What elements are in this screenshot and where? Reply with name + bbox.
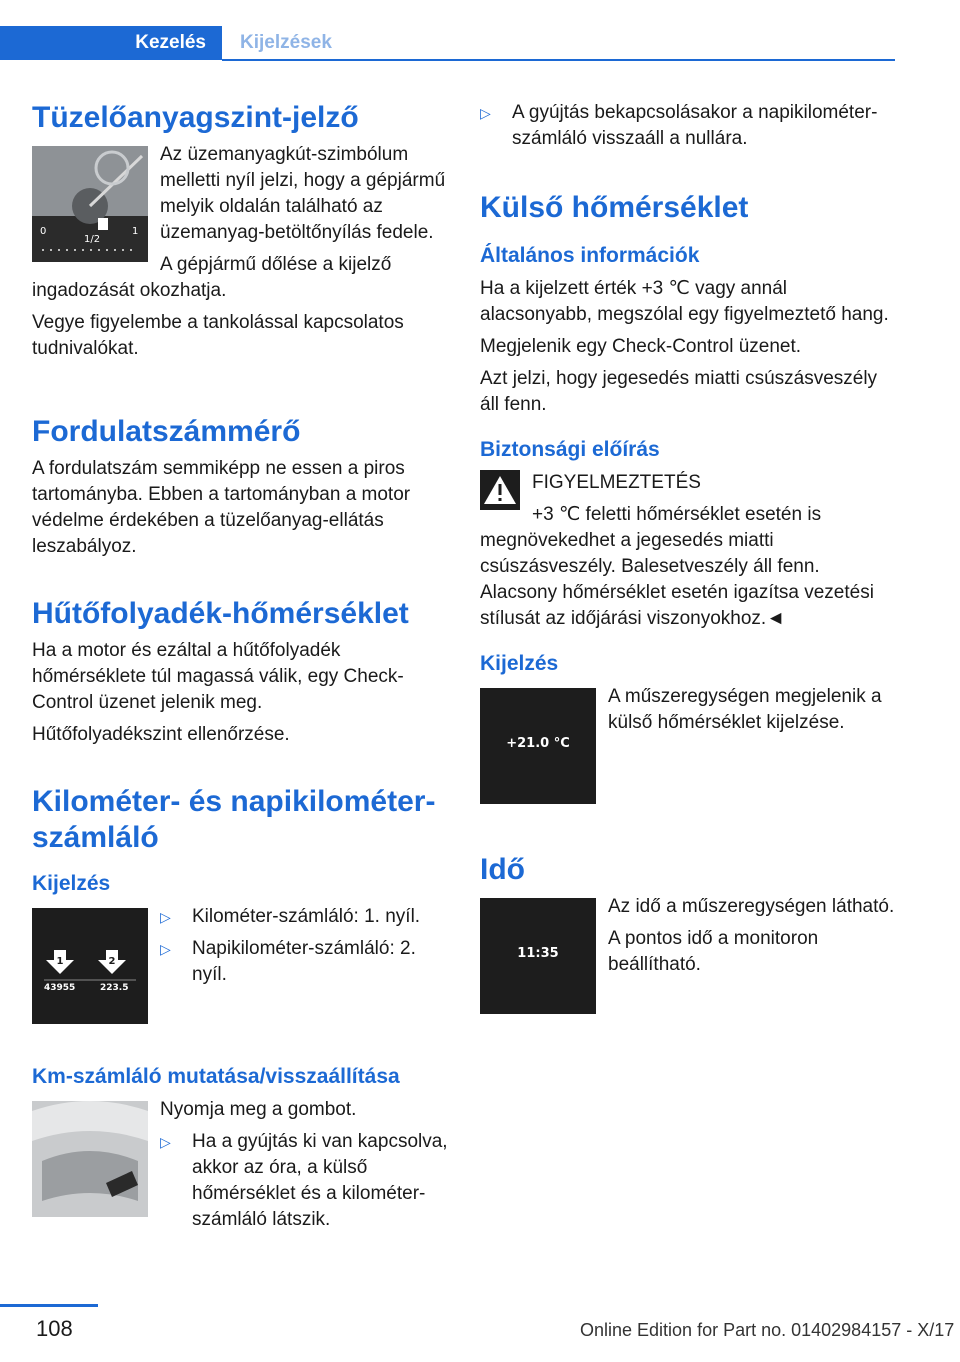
odometer-title: Kilométer- és napikilométer-számláló — [32, 785, 436, 854]
temp-display-value: +21.0 °C — [506, 736, 570, 751]
tab-kezeles[interactable]: Kezelés — [0, 26, 222, 60]
fuel-gauge-text-2: A gépjármű dőlése a kijelző ingadozását okozhatja. — [32, 254, 392, 301]
outside-temp-text-3: Azt jelzi, hogy jegesedés miatti csúszásveszély áll fenn. — [480, 368, 878, 415]
right-column — [480, 100, 896, 1018]
outside-temp-text-1: Ha a kijelzett érték +3 ℃ vagy annál alacsonyabb, megszólal egy figyelmeztető hang. — [480, 278, 889, 325]
coolant-title: Hűtőfolyadék-hőmérséklet — [32, 597, 409, 630]
page-number: 108 — [36, 1316, 73, 1341]
fuel-gauge-title: Tüzelőanyagszint-jelző — [32, 101, 359, 134]
general-info-subtitle: Általános információk — [480, 244, 700, 267]
triangle-bullet-icon: ▷ — [160, 1134, 171, 1150]
odo-trip-value: 223.5 — [100, 983, 129, 993]
coolant-text-1: Ha a motor és ezáltal a hűtőfolyadék hőmérséklete túl magassá válik, egy Check-Control üzenet jelenik meg. — [32, 640, 404, 713]
left-column — [32, 100, 448, 1239]
time-display-image — [480, 898, 596, 1014]
reset-text: Nyomja meg a gombot. — [160, 1099, 357, 1120]
reset-button-icon — [32, 1101, 148, 1217]
header-tabs — [0, 26, 895, 62]
trip-reset-bullet: ▷ A gyújtás bekapcsolásakor a napikilométer-számláló visszaáll a nullára. — [480, 100, 896, 152]
gauge-label-empty: 0 — [40, 226, 47, 237]
odometer-bullet-2: ▷ Napikilométer-számláló: 2. nyíl. — [160, 936, 448, 988]
time-text-2: A pontos idő a monitoron beállítható. — [608, 928, 819, 975]
triangle-bullet-icon: ▷ — [160, 909, 171, 925]
outside-temp-title: Külső hőmérséklet — [480, 191, 749, 224]
time-title: Idő — [480, 853, 525, 886]
tachometer-title: Fordulatszámmérő — [32, 415, 301, 448]
edition-label: Online Edition for Part no. 01402984157 - X/17 — [580, 1320, 955, 1340]
coolant-text-2: Hűtőfolyadékszint ellenőrzése. — [32, 724, 290, 745]
reset-bullet-1: ▷ Ha a gyújtás ki van kapcsolva, akkor az óra, a külső hőmérséklet és a kilométer-számláló látszik. — [160, 1129, 448, 1233]
odometer-subtitle: Kijelzés — [32, 872, 111, 895]
safety-subtitle: Biztonsági előírás — [480, 438, 660, 461]
fuel-gauge-image — [32, 146, 148, 267]
odometer-bullet-1: ▷ Kilométer-számláló: 1. nyíl. — [160, 904, 448, 930]
odo-arrow-2-label: 2 — [108, 956, 116, 967]
warning-text: +3 ℃ feletti hőmérséklet esetén is megnövekedhet a jegesedés miatti csúszásveszély. Balesetveszély áll fenn. Alacsony hőmérséklet esetén igazítsa vezetési stílusát az időjárási viszonyokhoz.◄ — [480, 504, 874, 629]
warning-title: FIGYELMEZTETÉS — [532, 472, 701, 493]
time-text-1: Az idő a műszeregységen látható. — [608, 896, 895, 917]
time-display-value: 11:35 — [517, 946, 559, 961]
fuel-gauge-text-1: Az üzemanyagkút-szimbólum melletti nyíl jelzi, hogy a gépjármű melyik oldalán található az üzemanyag-betöltőnyílás fedele. — [160, 144, 446, 243]
display-subtitle: Kijelzés — [480, 652, 559, 675]
header-rule — [222, 59, 895, 61]
odometer-reset-subtitle: Km-számláló mutatása/visszaállítása — [32, 1065, 400, 1088]
warning-triangle-icon — [480, 470, 520, 510]
odometer-display-icon — [32, 908, 148, 1024]
outside-temp-text-2: Megjelenik egy Check-Control üzenet. — [480, 336, 802, 357]
tab-kijelzesek[interactable]: Kijelzések — [240, 32, 332, 53]
reset-button-image — [32, 1101, 148, 1222]
gauge-label-half: 1/2 — [84, 234, 101, 245]
odometer-image — [32, 908, 148, 1029]
odo-arrow-1-label: 1 — [56, 956, 64, 967]
triangle-bullet-icon: ▷ — [480, 105, 491, 121]
temp-display-image — [480, 688, 596, 804]
tachometer-text: A fordulatszám semmiképp ne essen a piros tartományba. Ebben a tartományban a motor védelme érdekében a tüzelőanyag-ellátás leszabályoz. — [32, 458, 411, 557]
footer-rule — [0, 1304, 98, 1307]
gauge-label-full: 1 — [132, 226, 139, 237]
fuel-gauge-text-3: Vegye figyelembe a tankolással kapcsolatos tudnivalókat. — [32, 312, 404, 359]
triangle-bullet-icon: ▷ — [160, 941, 171, 957]
temp-display-text: A műszeregységen megjelenik a külső hőmérséklet kijelzése. — [608, 686, 882, 733]
fuel-gauge-icon — [32, 146, 148, 262]
odo-total-value: 43955 — [44, 983, 76, 993]
